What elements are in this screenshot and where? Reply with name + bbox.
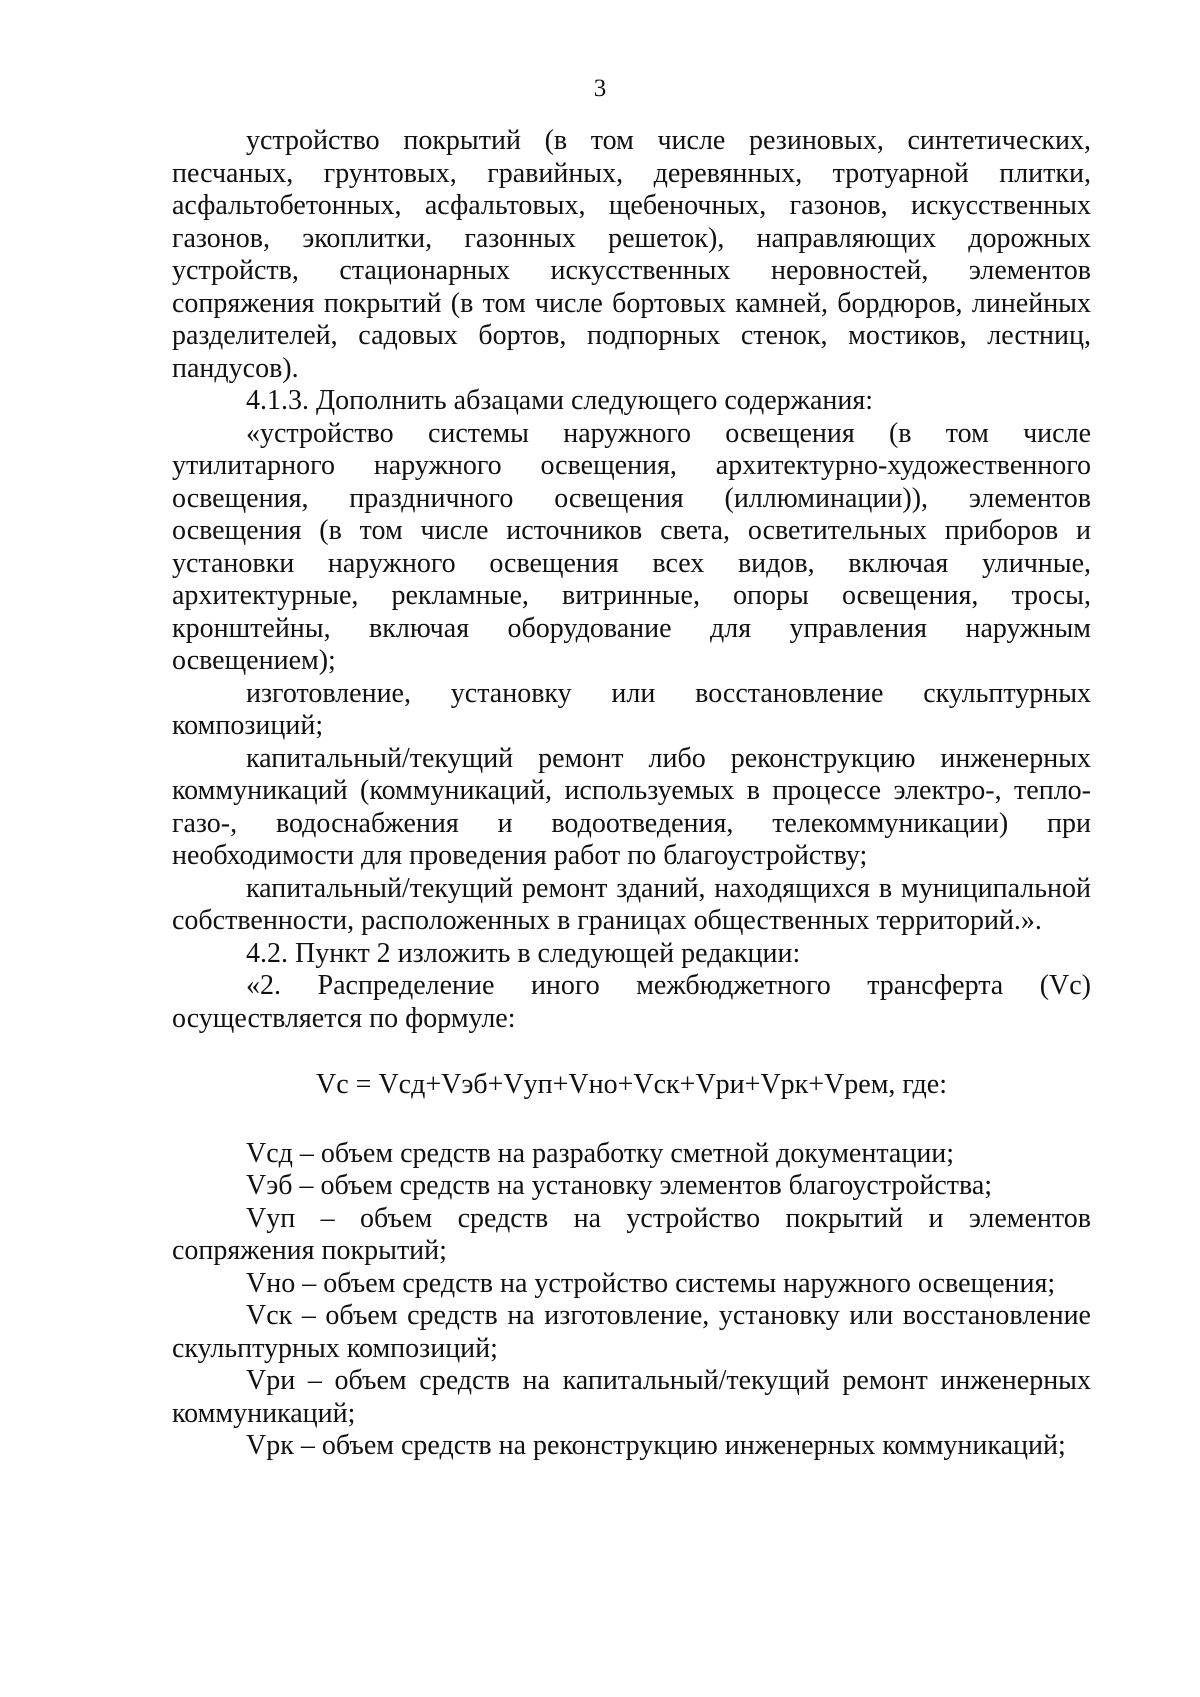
formula: Vс = Vсд+Vэб+Vуп+Vно+Vск+Vри+Vрк+Vрем, где: [316, 1069, 947, 1100]
definition-vri: Vри – объем средств на капитальный/текущий ремонт инженерных коммуникаций; [172, 1365, 1091, 1429]
paragraph-4-2: 4.2. Пункт 2 изложить в следующей редакции: [246, 937, 801, 969]
definition-vno: Vно – объем средств на устройство системы наружного освещения; [246, 1267, 1056, 1299]
definition-vup: Vуп – объем средств на устройство покрытий и элементов сопряжения покрытий; [172, 1202, 1091, 1266]
document-body [172, 125, 1091, 1463]
page-number: 3 [593, 75, 607, 102]
paragraph-distribution: «2. Распределение иного межбюджетного трансферта (Vс) осуществляется по формуле: [172, 970, 1091, 1034]
paragraph-buildings: капитальный/текущий ремонт зданий, находящихся в муниципальной собственности, расположенных в границах общественных территорий.». [172, 872, 1091, 936]
paragraph-utilities: капитальный/текущий ремонт либо реконструкцию инженерных коммуникаций (коммуникаций, используемых в процессе электро-, тепло- газо-, водоснабжения и водоотведения, телекоммуникации) при необходимости для проведения работ по благоустройству; [172, 742, 1091, 871]
paragraph-coverings: устройство покрытий (в том числе резиновых, синтетических, песчаных, грунтовых, гравийных, деревянных, тротуарной плитки, асфальтобетонных, асфальтовых, щебеночных, газонов, искусственных газонов, экоплитки, газонных решеток), направляющих дорожных устройств, стационарных искусственных неровностей, элементов сопряжения покрытий (в том числе бортовых камней, бордюров, линейных разделителей, садовых бортов, подпорных стенок, мостиков, лестниц, пандусов). [172, 125, 1091, 384]
definition-vsd: Vсд – объем средств на разработку сметной документации; [246, 1137, 955, 1169]
paragraph-sculptures: изготовление, установку или восстановление скульптурных композиций; [172, 677, 1091, 741]
paragraph-lighting: «устройство системы наружного освещения (в том числе утилитарного наружного освещения, архитектурно-художественного освещения, праздничного освещения (иллюминации)), элементов освещения (в том числе источников света, осветительных приборов и установки наружного освещения всех видов, включая уличные, архитектурные, рекламные, витринные, опоры освещения, тросы, кронштейны, включая оборудование для управления наружным освещением); [172, 417, 1091, 676]
definition-vsk: Vск – объем средств на изготовление, установку или восстановление скульптурных композиций; [172, 1300, 1091, 1364]
paragraph-4-1-3: 4.1.3. Дополнить абзацами следующего содержания: [246, 385, 874, 416]
definition-veb: Vэб – объем средств на установку элементов благоустройства; [246, 1170, 993, 1201]
definition-vrk: Vрк – объем средств на реконструкцию инженерных коммуникаций; [246, 1430, 1066, 1461]
